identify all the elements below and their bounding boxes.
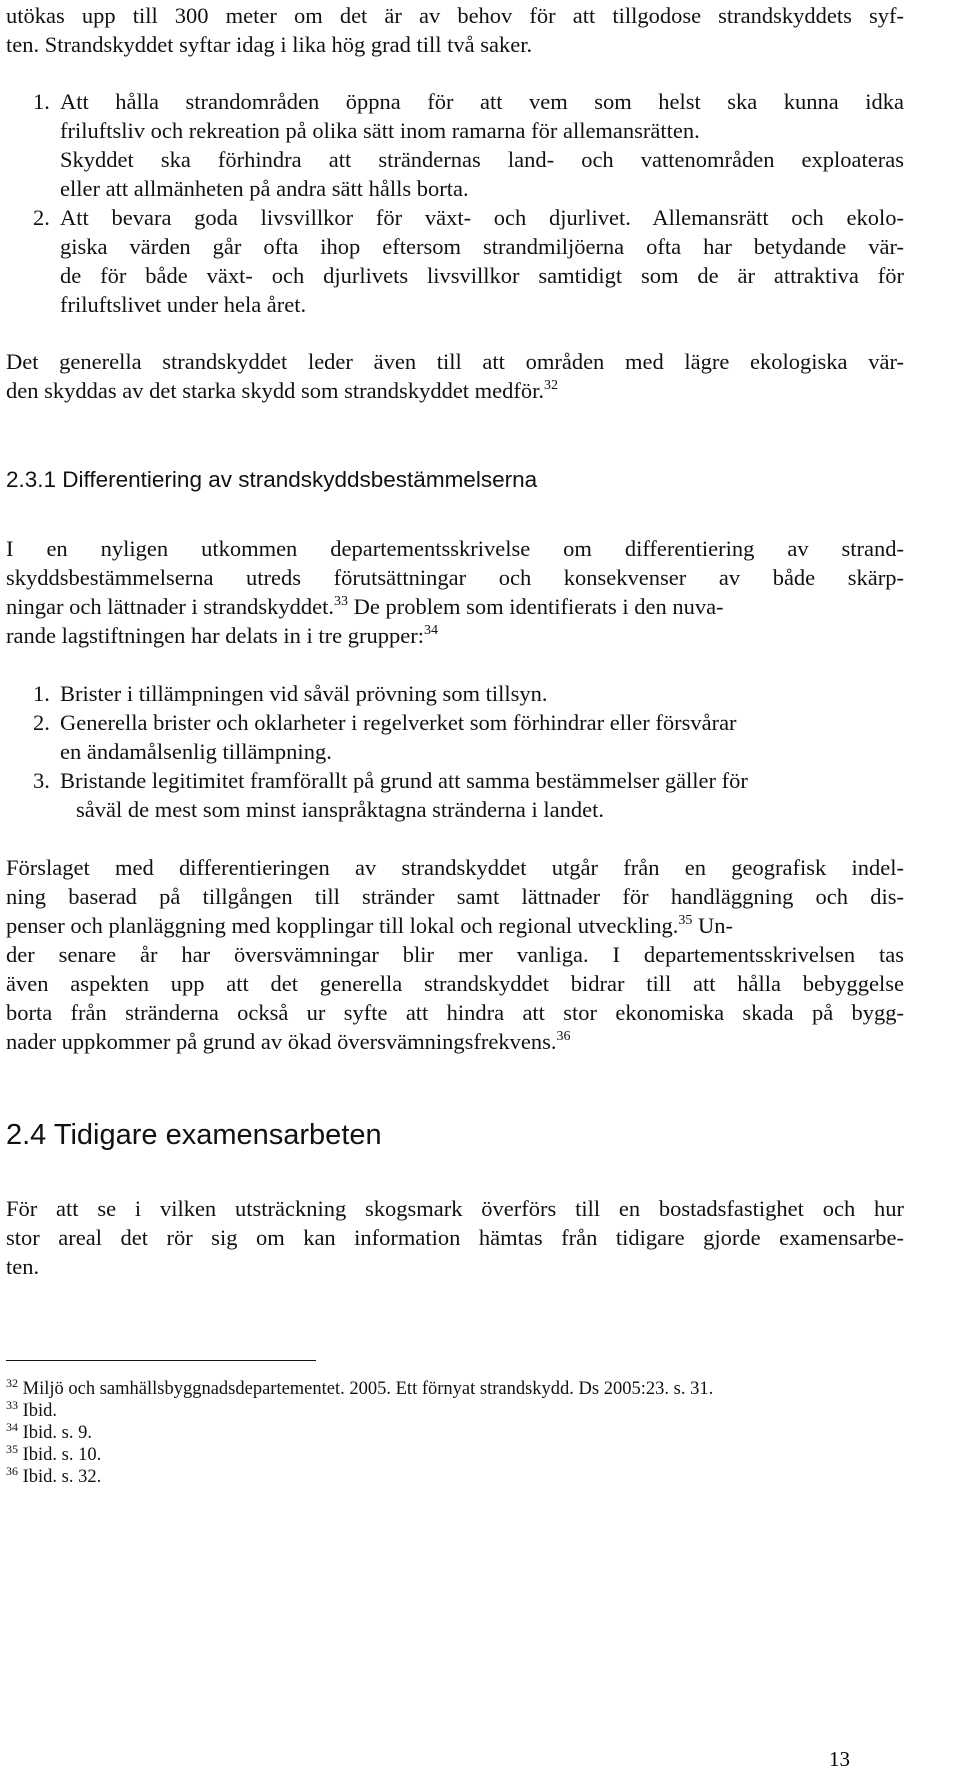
general-line-2 bbox=[6, 376, 558, 406]
footnote-text: Ibid. bbox=[22, 1401, 58, 1421]
goal-1-line-2: friluftsliv och rekreation på olika sätt inom ramarna för allemansrätten. bbox=[60, 118, 700, 143]
goal-1-line-1: Att hålla strandområden öppna för att vem som helst ska kunna idka bbox=[60, 89, 904, 114]
footnote-ref-33: 33 bbox=[334, 594, 349, 609]
group-1-number: 1. bbox=[33, 681, 50, 706]
section-heading-2-3-1: 2.3.1 Differentiering av strandskyddsbestämmelserna bbox=[6, 467, 538, 492]
section-heading-2-4: 2.4 Tidigare examensarbeten bbox=[6, 1119, 382, 1151]
goal-1-line-4: eller att allmänheten på andra sätt hålls borta. bbox=[60, 176, 469, 201]
page-number: 13 bbox=[829, 1747, 850, 1771]
proposal-line-7 bbox=[6, 1027, 570, 1057]
diff-line-2: skyddsbestämmelserna utreds förutsättningar och konsekvenser av både skärp- bbox=[6, 565, 904, 590]
proposal-line-3a: penser och planläggning med kopplingar till lokal och regional utveckling. bbox=[6, 913, 679, 938]
footnote-33 bbox=[6, 1400, 57, 1422]
goal-2-number: 2. bbox=[33, 205, 50, 230]
goal-2-line-3: de för både växt- och djurlivets livsvillkor samtidigt som de är attraktiva för bbox=[60, 263, 904, 288]
previous-line-2: stor areal det rör sig om kan information hämtas från tidigare gjorde examensarbe- bbox=[6, 1225, 904, 1250]
footnote-34 bbox=[6, 1422, 92, 1444]
diff-line-3a: ningar och lättnader i strandskyddet. bbox=[6, 594, 335, 619]
group-2-line-2: en ändamålsenlig tillämpning. bbox=[60, 739, 332, 764]
intro-line-1: utökas upp till 300 meter om det är av behov för att tillgodose strandskyddets syf- bbox=[6, 3, 904, 28]
general-line-1: Det generella strandskyddet leder även till att områden med lägre ekologiska vär- bbox=[6, 349, 904, 374]
footnote-number: 35 bbox=[6, 1442, 18, 1456]
footnote-number: 32 bbox=[6, 1376, 18, 1390]
group-2-number: 2. bbox=[33, 710, 50, 735]
footnote-number: 36 bbox=[6, 1464, 18, 1478]
footnote-ref-36: 36 bbox=[556, 1029, 571, 1044]
proposal-line-1: Förslaget med differentieringen av strandskyddet utgår från en geografisk indel- bbox=[6, 855, 904, 880]
proposal-line-4: der senare år har översvämningar blir mer vanliga. I departementsskrivelsen tas bbox=[6, 942, 904, 967]
goal-1-number: 1. bbox=[33, 89, 50, 114]
group-1-text: Brister i tillämpningen vid såväl prövning som tillsyn. bbox=[60, 681, 548, 706]
footnote-ref-35: 35 bbox=[678, 913, 693, 928]
group-3-line-2: såväl de mest som minst ianspråktagna stränderna i landet. bbox=[76, 797, 604, 822]
footnote-number: 34 bbox=[6, 1420, 18, 1434]
general-line-2-text: den skyddas av det starka skydd som strandskyddet medför. bbox=[6, 378, 545, 403]
footnote-32 bbox=[6, 1378, 713, 1400]
footnote-ref-34: 34 bbox=[424, 623, 438, 638]
diff-line-3b: De problem som identifierats i den nuva- bbox=[348, 594, 724, 619]
group-3-number: 3. bbox=[33, 768, 50, 793]
diff-line-1: I en nyligen utkommen departementsskrivelse om differentiering av strand- bbox=[6, 536, 904, 561]
proposal-line-3 bbox=[6, 911, 733, 941]
footnote-36 bbox=[6, 1466, 101, 1488]
goal-1-line-3: Skyddet ska förhindra att strändernas land- och vattenområden exploateras bbox=[60, 147, 904, 172]
previous-line-3: ten. bbox=[6, 1254, 40, 1279]
footnote-separator bbox=[6, 1360, 316, 1361]
footnote-number: 33 bbox=[6, 1398, 18, 1412]
proposal-line-2: ning baserad på tillgången till stränder samt lättnader för handläggning och dis- bbox=[6, 884, 904, 909]
diff-line-4 bbox=[6, 621, 438, 651]
goal-2-line-4: friluftslivet under hela året. bbox=[60, 292, 307, 317]
proposal-line-7-text: nader uppkommer på grund av ökad översvämningsfrekvens. bbox=[6, 1029, 557, 1054]
footnote-text: Ibid. s. 32. bbox=[22, 1467, 102, 1487]
footnote-35 bbox=[6, 1444, 101, 1466]
group-3-line-1: Bristande legitimitet framförallt på grund att samma bestämmelser gäller för bbox=[60, 768, 748, 793]
proposal-line-3b: Un- bbox=[692, 913, 733, 938]
proposal-line-5: även aspekten upp att det generella strandskyddet bidrar till att hålla bebyggelse bbox=[6, 971, 904, 996]
intro-line-2: ten. Strandskyddet syftar idag i lika hög grad till två saker. bbox=[6, 32, 533, 57]
group-2-line-1: Generella brister och oklarheter i regelverket som förhindrar eller försvårar bbox=[60, 710, 737, 735]
footnote-text: Ibid. s. 10. bbox=[22, 1445, 102, 1465]
goal-2-line-2: giska värden går ofta ihop eftersom strandmiljöerna ofta har betydande vär- bbox=[60, 234, 904, 259]
goal-2-line-1: Att bevara goda livsvillkor för växt- och djurlivet. Allemansrätt och ekolo- bbox=[60, 205, 904, 230]
footnote-text: Ibid. s. 9. bbox=[22, 1423, 92, 1443]
footnote-ref-32: 32 bbox=[544, 378, 559, 393]
previous-line-1: För att se i vilken utsträckning skogsmark överförs till en bostadsfastighet och hur bbox=[6, 1196, 904, 1221]
diff-line-3 bbox=[6, 592, 724, 622]
proposal-line-6: borta från stränderna också ur syfte att hindra att stor ekonomiska skada på bygg- bbox=[6, 1000, 904, 1025]
diff-line-4-text: rande lagstiftningen har delats in i tre grupper: bbox=[6, 623, 424, 648]
footnote-text: Miljö och samhällsbyggnadsdepartementet. 2005. Ett förnyat strandskydd. Ds 2005:23. s. 31. bbox=[22, 1379, 714, 1399]
